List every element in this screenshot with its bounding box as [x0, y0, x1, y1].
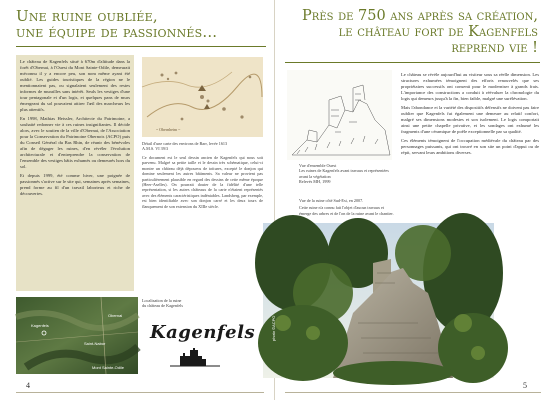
right-paragraph-3: Ces éléments témoignent de l'occupation médiévale du château par des personnages puissants, qui ont trouvé en son site un point d'appui ou de répit, servant leurs ambitions diverses.: [401, 138, 539, 155]
left-footer-rule: [16, 392, 264, 393]
sketch-caption: [299, 163, 394, 185]
photo-caption-text: Cette ruine n'a connu fait l'objet d'aucun travaux et émerge des arbres et de l'on de la ruine avant le chantier.: [299, 205, 394, 216]
old-map-caption: [142, 141, 263, 152]
photo-caption: [299, 198, 394, 216]
left-page-number: 4: [26, 381, 30, 390]
location-caption-line-2: du château de Kagenfels: [142, 303, 184, 309]
map-label-obernai: Obernai: [108, 313, 123, 318]
right-page: [271, 0, 550, 400]
old-map-image: [142, 57, 263, 137]
right-title-line-3: reprend vie !: [451, 40, 538, 56]
castle-silhouette-icon: [150, 346, 240, 368]
right-footer-rule: [285, 392, 541, 393]
left-page-title: [16, 8, 266, 40]
intro-paragraph-3: Et depuis 1999, été comme hiver, une poignée de passionnés s'active sur le site qui, semaines après semaines, prend forme au fil d'un travail laborieux et riche de découvertes.: [20, 173, 130, 196]
old-map-caption-ref: A.M.S. VI 39/3: [142, 146, 169, 152]
intro-text: [20, 59, 130, 197]
left-title-line-2: une équipe de passionnés...: [16, 23, 218, 41]
right-title-line-1: Près de 750 ans après sa création,: [302, 8, 538, 24]
photo-caption-title: Vue de la ruine côté Sud-Est, en 2007.: [299, 198, 364, 203]
right-page-number: 5: [523, 381, 527, 390]
intro-paragraph-1: Le château de Kagenfels situé à 670m d'altitude dans la forêt d'Obernai, à l'Ouest du Mont Sainte-Odile, demeurait méconnu il y a encore peu, son nom même ayant été oublié. Les guides touristiques de la région ne le mentionnaient pas, ou signalaient seulement des restes informes de murailles sans intérêt. Seuls les vestiges d'une tour pentagonale et d'un logis, et quelques pans de murs émergeant du sol pouvaient attirer l'œil des marcheurs les plus attentifs.: [20, 59, 130, 112]
satellite-map-image: [16, 297, 138, 374]
right-title-rule: [285, 62, 540, 63]
right-title-line-2: le château fort de Kagenfels: [338, 24, 538, 40]
ruins-sketch-image: [287, 70, 392, 160]
right-page-title: [288, 8, 538, 56]
left-title-line-1: Une ruine oubliée,: [16, 7, 158, 25]
location-caption-line-1: Localisation de la ruine: [142, 298, 182, 303]
sketch-caption-line-4: Relevés MH, 1999: [299, 179, 331, 185]
kagenfels-logo-text: Kagenfels: [150, 322, 256, 343]
intro-paragraph-2: En 1998, Mathias Heissler, Architecte du Patrimoine, a souhaité redonner vie à ces ruines insignifiantes. Il décide alors, avec le soutien de la ville d'Obernai, de l'Association pour la Conservation du Patrimoine Obernois (ACPO) puis du Conseil Général du Bas Rhin, de réunir des bénévoles afin de dégager les ruines, d'en révéler l'évolution architecturale et d'entreprendre la conservation de l'ensemble des vestiges bâtis exhumés ou demeurés hors du sol.: [20, 116, 130, 169]
right-paragraph-2: Mais l'abondance et la variété des dispositifs défensifs ne doivent pas faire oublier que Kagenfels fut également une demeure au relatif confort, malgré ses dimensions modestes et son isolement. Le logis comportait ainsi une petite chapelle privative, et les sondages ont exhumé les fragments d'une céramique de poêle exceptionnelle par sa qualité.: [401, 105, 539, 134]
left-title-rule: [16, 46, 266, 47]
right-paragraph-1: Le château se révèle aujourd'hui au visiteur sous sa réelle dimension. Les structures exhumées témoignent des efforts renouvelés que ses propriétaires successifs ont consenti pour le moderniser à grands frais. L'importance des constructions a conduit à réévaluer la chronologie du logis qui demeurs jusqu'à la fin, bien faible, malgré une surélévation.: [401, 72, 539, 101]
right-body-text: [401, 72, 539, 159]
sketch-caption-line-3: avant la végétation: [299, 173, 331, 179]
location-caption: [142, 298, 263, 309]
photo-credit: photo ©ACPO: [271, 315, 276, 341]
ruin-photo: [263, 223, 494, 378]
sketch-caption-line-2: Les ruines de Kagenfels avant travaux et représentées: [299, 168, 389, 174]
sketch-caption-line-1: Vue d'ensemble Ouest: [299, 163, 337, 168]
svg-text:~ Obernheim ~: ~ Obernheim ~: [156, 127, 181, 132]
kagenfels-logo: [150, 322, 256, 370]
map-label-kagenfels: Kagenfels: [31, 323, 49, 328]
map-label-st-odile: Mont Sainte-Odile: [92, 365, 125, 370]
map-label-st-nabor: Saint-Nabor: [84, 341, 106, 346]
intro-text-box: [16, 55, 134, 291]
old-map-caption-title: Détail d'une carte des environs de Barr, levée 1613: [142, 141, 228, 146]
old-map-description: Ce document est le seul dessin ancien de Kagenfels qui nous soit parvenu. Malgré sa petite taille et le dessin très schématique, celui-ci montre un château déjà dépourvu de toitures, excepté le donjon qui domine seulement les autres bâtiments. Sa valeur ne provient pas particulièrement plausible en regard des dessins de cette même époque (Heer-Aselles). On pourrait douter de la fidélité d'une telle représentation, si les autres châteaux de la carte n'étaient représentés avec des éléments caractéristiques indéniables. Landsberg, par exemple, est bien identifiable avec son donjon carré et les deux tours de flanquement de son extension du XIIIe siècle.: [142, 155, 263, 209]
